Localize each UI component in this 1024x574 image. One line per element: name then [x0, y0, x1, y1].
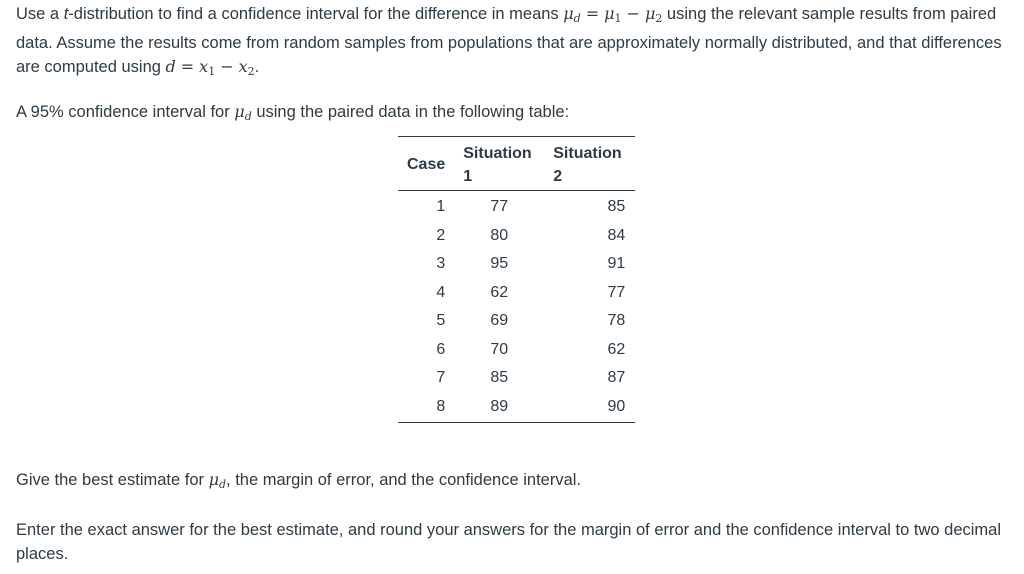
situation-1-cell: 89	[490, 397, 509, 415]
situation-1-cell: 69	[490, 312, 509, 329]
situation-2-cell: 90	[607, 397, 626, 415]
mu-d-symbol	[209, 470, 226, 489]
sub-d: d	[244, 110, 252, 123]
case-cell: 6	[436, 340, 446, 358]
x-variable: x	[199, 57, 209, 76]
period: .	[254, 58, 260, 76]
table-body	[398, 191, 635, 423]
situation-1-cell: 85	[490, 369, 509, 386]
table-row	[398, 307, 635, 336]
give-text-2: , the margin of error, and the confidence interval.	[226, 471, 581, 489]
table-row	[398, 279, 635, 308]
table-row	[398, 336, 635, 365]
table-row	[398, 250, 635, 279]
situation-2-cell: 85	[607, 198, 626, 215]
intro-text-2: -distribution to find a confidence interval for the difference in means	[68, 5, 564, 23]
equals-sign: =	[585, 4, 600, 23]
ci-intro-text-2: using the paired data in the following table:	[251, 103, 570, 121]
situation-2-cell: 77	[607, 283, 626, 301]
header-situation-2: Situation 2	[544, 137, 635, 191]
situation-1-cell: 95	[490, 255, 509, 272]
case-cell: 7	[436, 369, 446, 386]
table-row	[398, 364, 635, 393]
sub-2: 2	[655, 12, 663, 25]
give-instruction	[16, 468, 1011, 497]
t-symbol: t	[63, 5, 69, 23]
case-cell: 8	[436, 397, 446, 415]
minus-sign: −	[220, 57, 234, 76]
problem-intro	[16, 2, 1011, 84]
sub-1: 1	[614, 12, 622, 25]
mu-symbol: μ	[604, 4, 615, 23]
situation-2-cell: 87	[607, 369, 626, 386]
sub-2: 2	[247, 65, 255, 78]
ci-intro	[16, 100, 1011, 129]
rounding-instruction: Enter the exact answer for the best estimate, and round your answers for the margin of error and the confidence interval to two decimal places.	[16, 521, 1002, 563]
mu-symbol: μ	[208, 470, 219, 489]
situation-2-cell: 62	[607, 340, 626, 358]
sub-1: 1	[208, 65, 216, 78]
case-cell: 5	[436, 312, 446, 329]
situation-2-cell: 91	[607, 255, 626, 272]
sub-d: d	[573, 12, 581, 25]
table-header-row	[398, 137, 635, 191]
paired-data-table	[398, 136, 635, 423]
situation-1-cell: 80	[490, 226, 509, 244]
minus-sign: −	[626, 4, 640, 23]
sub-d: d	[219, 478, 227, 491]
mu-symbol: μ	[644, 4, 656, 23]
case-cell: 3	[436, 255, 446, 272]
equals-sign: =	[180, 57, 195, 76]
header-situation-1: Situation 1	[454, 137, 544, 191]
situation-1-cell: 70	[490, 340, 509, 358]
situation-2-cell: 84	[607, 226, 626, 244]
case-cell: 4	[436, 283, 446, 301]
ci-intro-text-1: A 95% confidence interval for	[16, 103, 235, 121]
x-variable: x	[238, 57, 248, 76]
mu-symbol: μ	[563, 4, 574, 23]
intro-text-3: using the relevant sample results from paired data. Assume the results come from random samples from populations that are approximately normally distributed, and that differences are computed using	[16, 5, 1002, 76]
table-row	[398, 393, 635, 423]
table-row	[398, 191, 635, 222]
difference-formula	[166, 57, 255, 76]
intro-text-1: Use a	[16, 5, 64, 23]
situation-1-cell: 77	[490, 198, 509, 215]
d-variable: d	[165, 57, 176, 76]
give-text-1: Give the best estimate for	[16, 471, 209, 489]
mu-d-symbol	[234, 102, 251, 121]
case-cell: 2	[436, 226, 446, 244]
situation-2-cell: 78	[607, 312, 626, 329]
case-cell: 1	[436, 198, 446, 215]
situation-1-cell: 62	[490, 283, 509, 301]
header-case: Case	[398, 137, 454, 191]
table-row	[398, 222, 635, 251]
mu-symbol: μ	[234, 102, 245, 121]
mean-difference-formula	[563, 4, 662, 23]
